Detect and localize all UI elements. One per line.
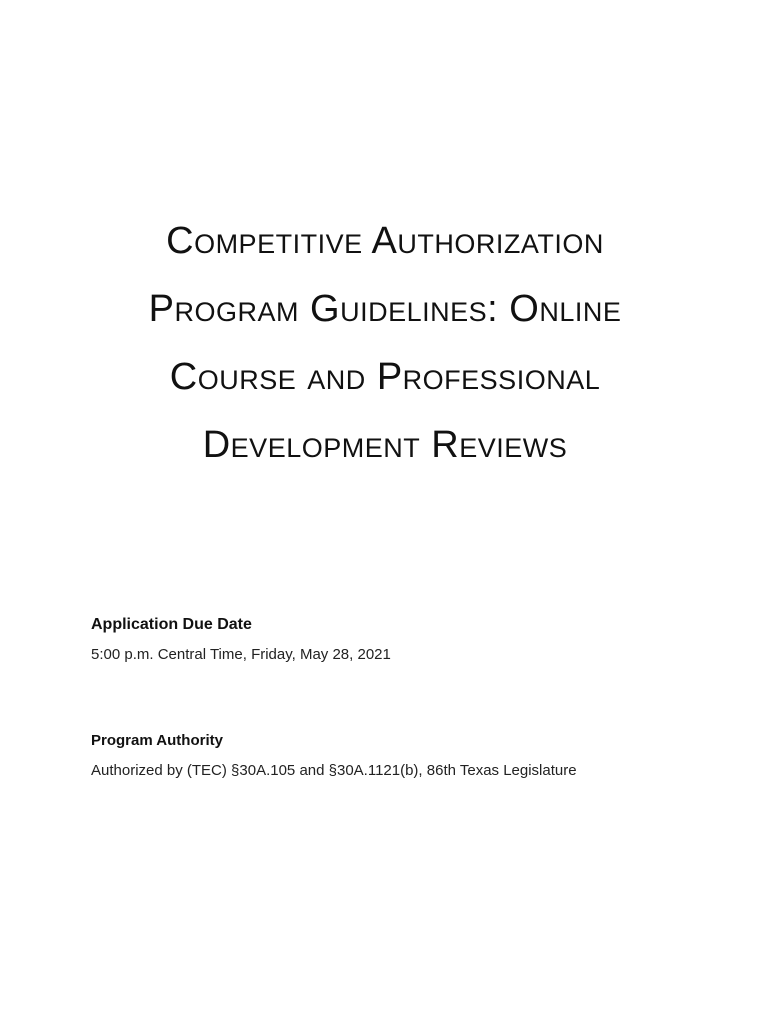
title-line-4: Development Reviews [202,424,568,466]
title-line-2: Program Guidelines: Online [148,288,622,330]
due-date-text: 5:00 p.m. Central Time, Friday, May 28, 2021 [91,646,391,663]
document-title [40,207,730,479]
program-authority-section [91,730,731,782]
program-authority-text: Authorized by (TEC) §30A.105 and §30A.1121(b), 86th Texas Legislature [91,762,577,779]
title-line-1: Competitive Authorization [166,220,604,262]
due-date-section [91,614,731,666]
due-date-heading: Application Due Date [91,616,252,633]
title-line-3: Course and Professional [169,356,601,398]
program-authority-heading: Program Authority [91,732,223,749]
